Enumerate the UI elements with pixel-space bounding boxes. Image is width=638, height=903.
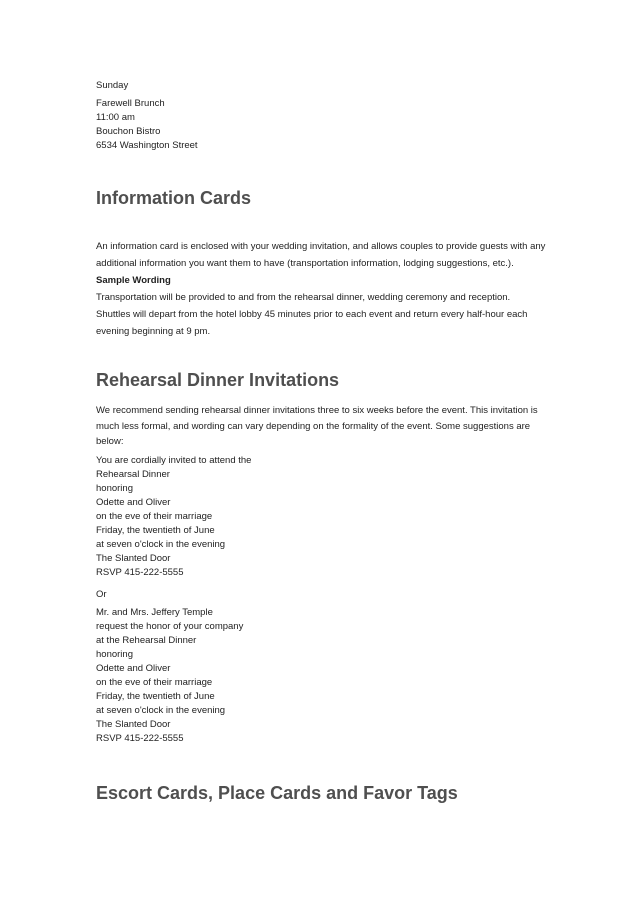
invitation-line: honoring <box>96 649 133 660</box>
invitation-line: The Slanted Door <box>96 719 171 730</box>
invitation-line: at the Rehearsal Dinner <box>96 635 197 646</box>
invitation-line: at seven o'clock in the evening <box>96 705 226 716</box>
brunch-day: Sunday <box>96 80 129 91</box>
invitation-line: The Slanted Door <box>96 553 171 564</box>
rehearsal-section <box>96 369 546 391</box>
section-heading: Escort Cards, Place Cards and Favor Tags <box>96 783 458 803</box>
invitation-line: Rehearsal Dinner <box>96 469 170 480</box>
invitation-line: Odette and Oliver <box>96 663 171 674</box>
or-text: Or <box>96 589 107 600</box>
or-divider <box>96 588 546 602</box>
invitation-option-1 <box>96 454 546 580</box>
invitation-line: RSVP 415-222-5555 <box>96 733 184 744</box>
invitation-line: Mr. and Mrs. Jeffery Temple <box>96 607 213 618</box>
info-cards-body <box>96 238 546 340</box>
invitation-line: at seven o'clock in the evening <box>96 539 226 550</box>
info-cards-section <box>96 187 546 209</box>
invitation-line: request the honor of your company <box>96 621 244 632</box>
sample-wording-label: Sample Wording <box>96 275 171 286</box>
section-heading: Rehearsal Dinner Invitations <box>96 370 340 390</box>
section-heading: Information Cards <box>96 188 252 208</box>
invitation-line: Friday, the twentieth of June <box>96 525 215 536</box>
sample-wording-text: Transportation will be provided to and from the rehearsal dinner, wedding ceremony and reception. Shuttles will depart from the hotel lobby 45 minutes prior to each event and return every half-hour each evening beginning at 9 pm. <box>96 292 528 337</box>
invitation-line: RSVP 415-222-5555 <box>96 567 184 578</box>
rehearsal-body <box>96 403 546 450</box>
invitation-line: You are cordially invited to attend the <box>96 455 252 466</box>
invitation-line: honoring <box>96 483 133 494</box>
info-cards-intro: An information card is enclosed with your wedding invitation, and allows couples to provide guests with any additional information you want them to have (transportation information, lodging suggestions, etc.). <box>96 241 546 269</box>
invitation-line: Odette and Oliver <box>96 497 171 508</box>
invitation-line: on the eve of their marriage <box>96 677 213 688</box>
brunch-line: Farewell Brunch <box>96 98 165 109</box>
brunch-section <box>96 79 546 93</box>
brunch-line: 6534 Washington Street <box>96 140 198 151</box>
brunch-line: 11:00 am <box>96 112 135 123</box>
invitation-line: Friday, the twentieth of June <box>96 691 215 702</box>
invitation-line: on the eve of their marriage <box>96 511 213 522</box>
rehearsal-intro: We recommend sending rehearsal dinner invitations three to six weeks before the event. This invitation is much less formal, and wording can vary depending on the formality of the event. Some suggestions are below: <box>96 405 538 447</box>
brunch-details <box>96 97 546 153</box>
brunch-line: Bouchon Bistro <box>96 126 161 137</box>
escort-section <box>96 782 546 804</box>
invitation-option-2 <box>96 606 546 746</box>
